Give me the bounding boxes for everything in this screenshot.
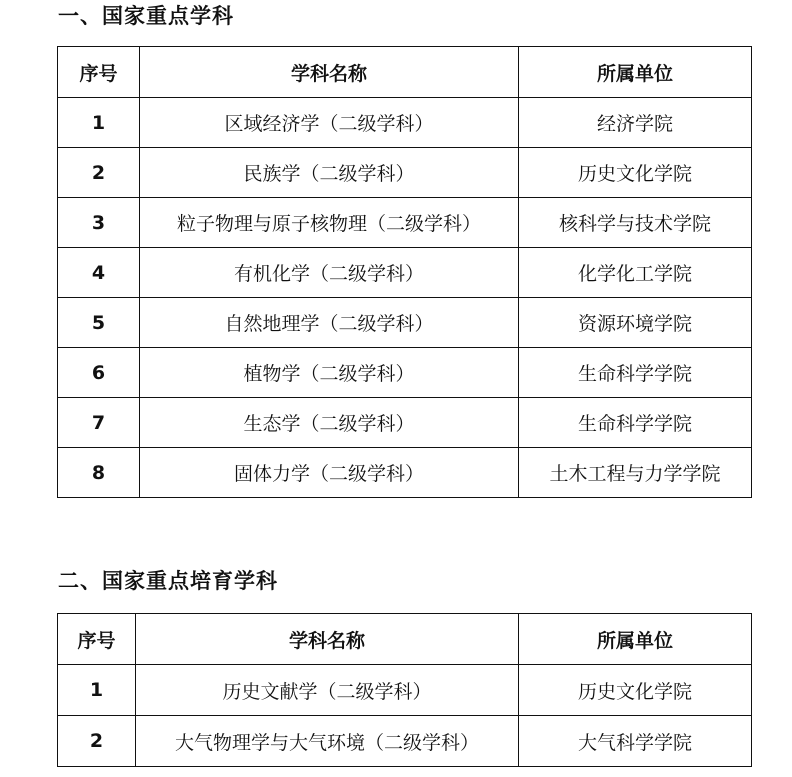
row-affiliation: 核科学与技术学院 <box>519 198 752 248</box>
row-discipline: 大气物理学与大气环境（二级学科） <box>136 716 519 767</box>
table-row <box>58 198 752 248</box>
row-index: 8 <box>58 448 140 498</box>
table-row <box>58 348 752 398</box>
cultivated-disciplines-table <box>57 613 752 767</box>
section-title-cultivated-disciplines: 二、国家重点培育学科 <box>58 569 278 593</box>
row-affiliation: 历史文化学院 <box>519 148 752 198</box>
table-row <box>58 298 752 348</box>
header-index: 序号 <box>58 47 140 98</box>
table-row <box>58 398 752 448</box>
table-row <box>58 448 752 498</box>
table-header-row <box>58 47 752 98</box>
table-row <box>58 148 752 198</box>
row-index: 1 <box>58 98 140 148</box>
row-discipline: 粒子物理与原子核物理（二级学科） <box>140 198 519 248</box>
section-title-key-disciplines: 一、国家重点学科 <box>58 4 234 28</box>
row-affiliation: 生命科学学院 <box>519 348 752 398</box>
row-discipline: 自然地理学（二级学科） <box>140 298 519 348</box>
header-index: 序号 <box>58 614 136 665</box>
row-index: 2 <box>58 716 136 767</box>
row-affiliation: 生命科学学院 <box>519 398 752 448</box>
table-row <box>58 98 752 148</box>
row-discipline: 历史文献学（二级学科） <box>136 665 519 716</box>
row-index: 5 <box>58 298 140 348</box>
row-discipline: 民族学（二级学科） <box>140 148 519 198</box>
row-index: 1 <box>58 665 136 716</box>
row-discipline: 区域经济学（二级学科） <box>140 98 519 148</box>
row-affiliation: 土木工程与力学学院 <box>519 448 752 498</box>
header-affiliation: 所属单位 <box>519 614 752 665</box>
header-discipline-name: 学科名称 <box>140 47 519 98</box>
table-row <box>58 665 752 716</box>
row-index: 7 <box>58 398 140 448</box>
header-discipline-name: 学科名称 <box>136 614 519 665</box>
row-index: 3 <box>58 198 140 248</box>
row-discipline: 生态学（二级学科） <box>140 398 519 448</box>
table-row <box>58 248 752 298</box>
row-affiliation: 历史文化学院 <box>519 665 752 716</box>
table-header-row <box>58 614 752 665</box>
row-discipline: 固体力学（二级学科） <box>140 448 519 498</box>
table-row <box>58 716 752 767</box>
row-index: 2 <box>58 148 140 198</box>
header-affiliation: 所属单位 <box>519 47 752 98</box>
row-affiliation: 经济学院 <box>519 98 752 148</box>
key-disciplines-table <box>57 46 752 498</box>
row-index: 6 <box>58 348 140 398</box>
row-discipline: 有机化学（二级学科） <box>140 248 519 298</box>
row-discipline: 植物学（二级学科） <box>140 348 519 398</box>
row-index: 4 <box>58 248 140 298</box>
row-affiliation: 大气科学学院 <box>519 716 752 767</box>
row-affiliation: 资源环境学院 <box>519 298 752 348</box>
row-affiliation: 化学化工学院 <box>519 248 752 298</box>
